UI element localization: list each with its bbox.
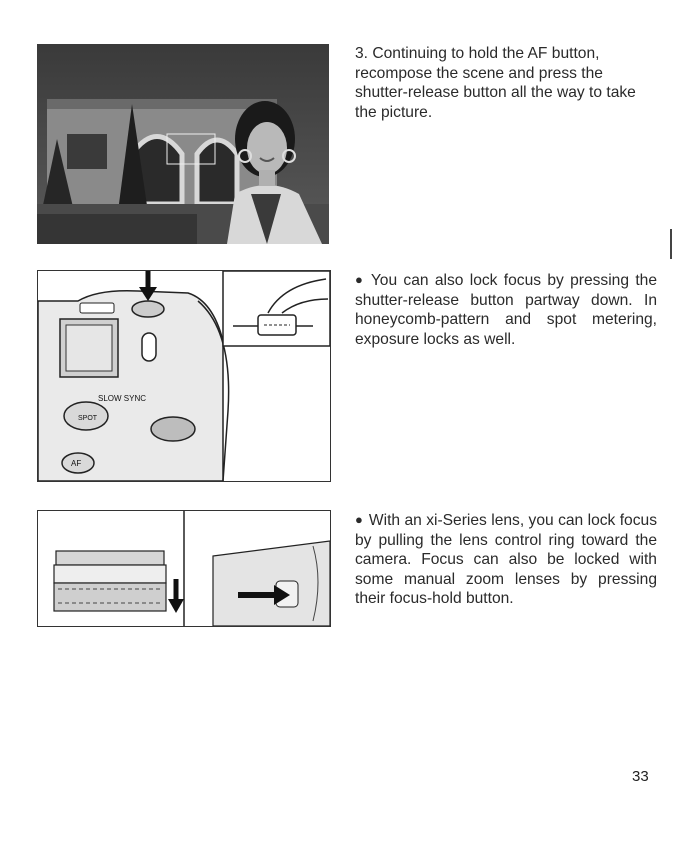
lens-focus-illustration <box>37 510 331 627</box>
af-label: AF <box>71 459 82 468</box>
step-3-paragraph: 3. Continuing to hold the AF button, recompose the scene and press the shutter-release button all the way to take the picture. <box>355 45 636 121</box>
page-number: 33 <box>632 768 649 785</box>
shutter-lock-paragraph <box>355 271 657 349</box>
bullet-icon: ● <box>355 512 363 527</box>
lens-focus-drawing <box>38 511 330 626</box>
xi-lens-paragraph <box>355 511 657 609</box>
camera-shutter-drawing <box>38 271 330 481</box>
change-bar <box>670 229 672 259</box>
shutter-lock-text: You can also lock focus by pressing the shutter-release button partway down. In honeycomb-pattern and spot metering, exposure locks as well. <box>355 272 657 348</box>
portrait-photo <box>37 44 329 244</box>
bullet-icon: ● <box>355 272 365 287</box>
slow-sync-label: SLOW SYNC <box>98 394 147 403</box>
spot-label: SPOT <box>78 415 98 422</box>
camera-shutter-illustration <box>37 270 331 482</box>
portrait-photo-image <box>37 44 329 244</box>
xi-lens-text: With an xi-Series lens, you can lock focus by pulling the lens control ring toward the camera. Focus can also be locked with some manual zoom lenses by pressing their focus-hold button. <box>355 512 657 608</box>
